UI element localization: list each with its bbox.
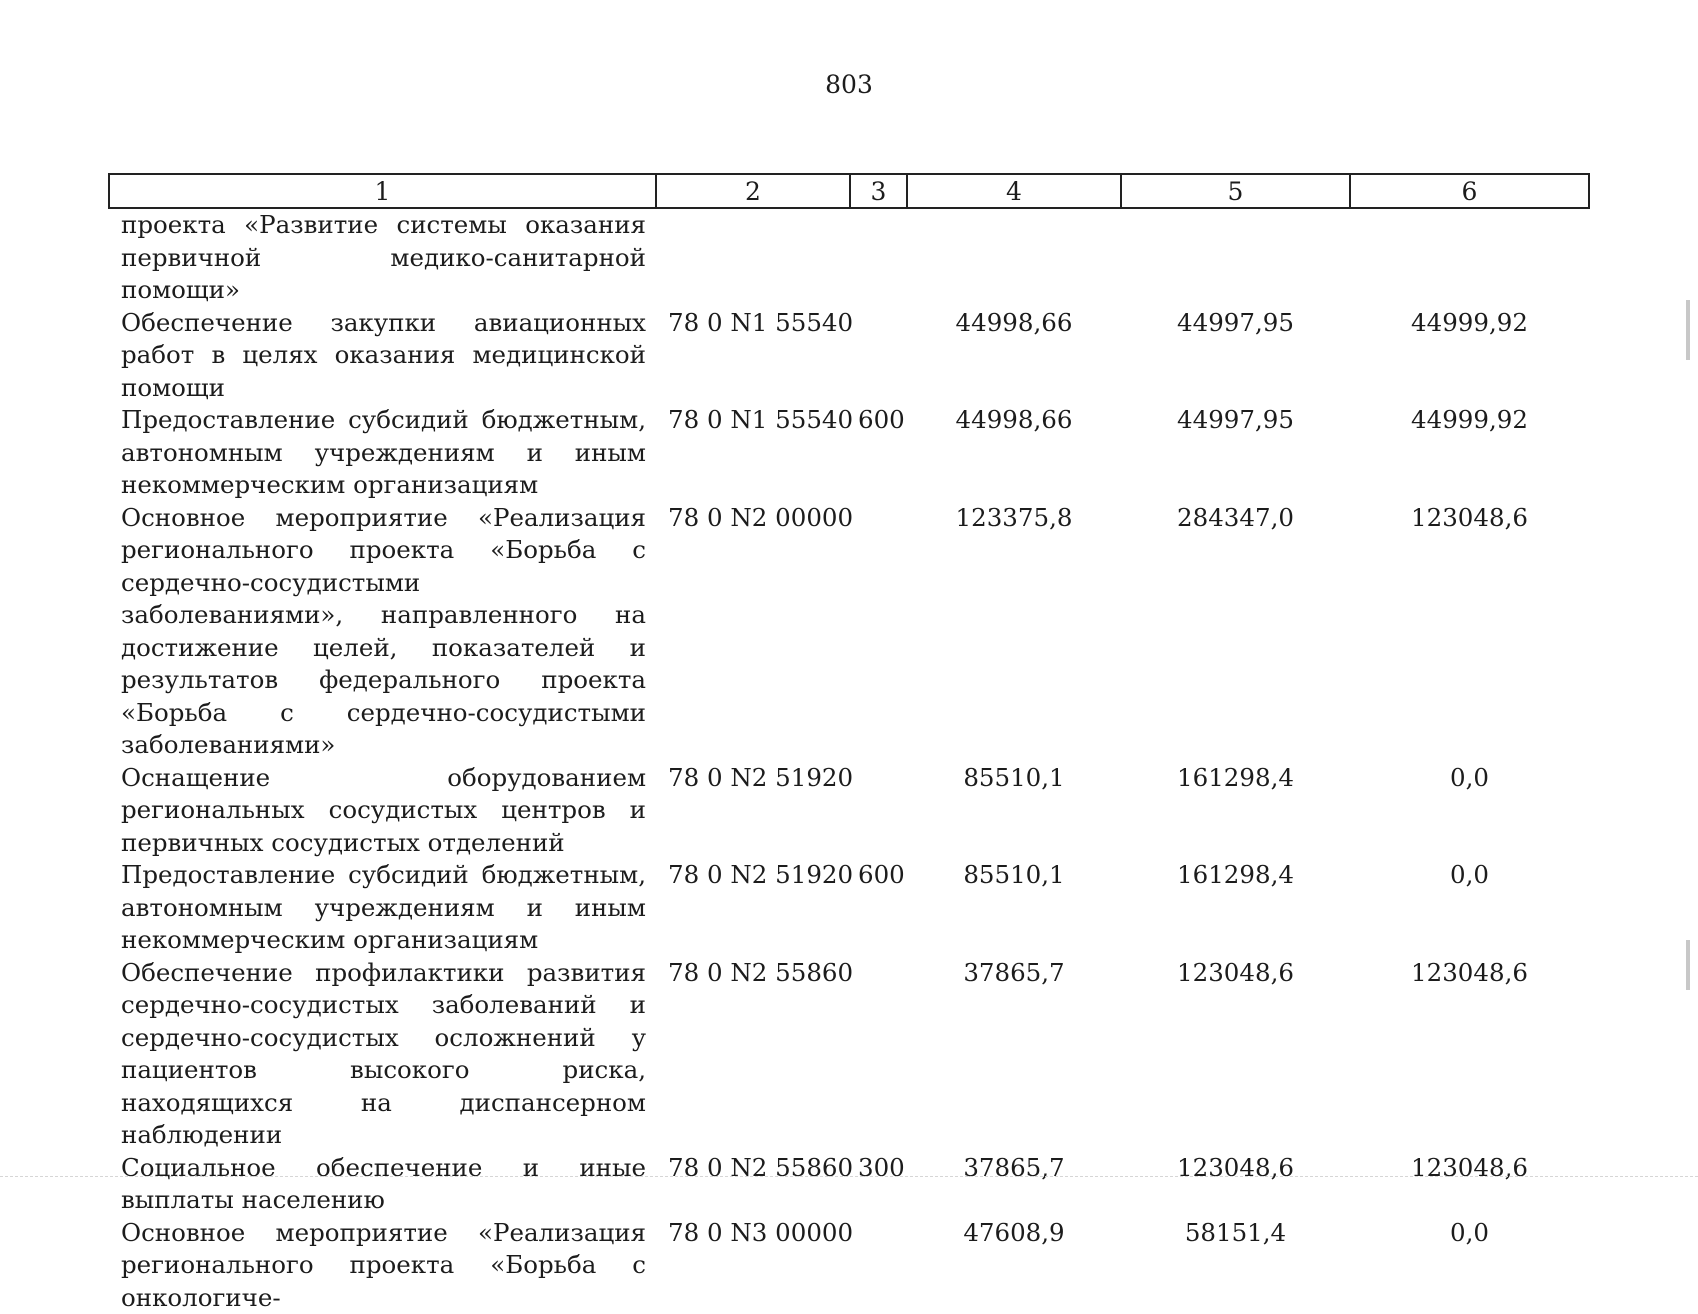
column-header-3: 3 [850, 174, 907, 208]
row-value-col4: 47608,9 [907, 1217, 1121, 1314]
table-row [109, 208, 1589, 307]
row-expense-type [850, 307, 907, 405]
row-expense-type [850, 762, 907, 860]
row-value-col6: 0,0 [1350, 859, 1589, 957]
row-value-col5: 161298,4 [1121, 859, 1350, 957]
row-expense-type: 600 [850, 859, 907, 957]
row-value-col5: 44997,95 [1121, 404, 1350, 502]
column-header-4: 4 [907, 174, 1121, 208]
row-expense-type: 600 [850, 404, 907, 502]
column-header-6: 6 [1350, 174, 1589, 208]
row-value-col4: 85510,1 [907, 762, 1121, 860]
row-expense-type [850, 502, 907, 762]
row-code: 78 0 N1 55540 [656, 404, 850, 502]
row-code: 78 0 N2 51920 [656, 859, 850, 957]
budget-table [108, 173, 1590, 1314]
row-description: Социальное обеспечение и иные выплаты населению [109, 1152, 656, 1217]
table-row [109, 307, 1589, 405]
row-expense-type: 300 [850, 1152, 907, 1217]
row-description: Оснащение оборудованием региональных сосудистых центров и первичных сосудистых отделений [109, 762, 656, 860]
row-value-col5: 161298,4 [1121, 762, 1350, 860]
row-value-col4: 44998,66 [907, 404, 1121, 502]
row-description: Основное мероприятие «Реализация регионального проекта «Борьба с сердечно-сосудистыми заболеваниями», направленного на достижение целей, показателей и результатов федерального проекта «Борьба с сердечно-сосудистыми заболеваниями» [109, 502, 656, 762]
row-value-col5: 58151,4 [1121, 1217, 1350, 1314]
row-value-col6: 123048,6 [1350, 502, 1589, 762]
row-value-col5: 284347,0 [1121, 502, 1350, 762]
column-header-1: 1 [109, 174, 656, 208]
page-number: 803 [0, 72, 1698, 97]
row-description: проекта «Развитие системы оказания первичной медико-санитарной помощи» [109, 208, 656, 307]
row-expense-type [850, 1217, 907, 1314]
row-value-col4: 123375,8 [907, 502, 1121, 762]
table-row [109, 1152, 1589, 1217]
row-value-col4 [907, 208, 1121, 307]
row-value-col6 [1350, 208, 1589, 307]
row-description: Основное мероприятие «Реализация регионального проекта «Борьба с онкологиче- [109, 1217, 656, 1314]
table-row [109, 859, 1589, 957]
row-value-col6: 123048,6 [1350, 957, 1589, 1152]
row-description: Предоставление субсидий бюджетным, автономным учреждениям и иным некоммерческим организациям [109, 404, 656, 502]
row-code: 78 0 N3 00000 [656, 1217, 850, 1314]
table-row [109, 404, 1589, 502]
row-value-col4: 37865,7 [907, 957, 1121, 1152]
row-value-col5: 123048,6 [1121, 1152, 1350, 1217]
table-body [109, 208, 1589, 1314]
row-value-col4: 85510,1 [907, 859, 1121, 957]
table-row [109, 502, 1589, 762]
row-value-col6: 44999,92 [1350, 404, 1589, 502]
column-header-5: 5 [1121, 174, 1350, 208]
row-code: 78 0 N1 55540 [656, 307, 850, 405]
row-value-col6: 123048,6 [1350, 1152, 1589, 1217]
row-expense-type [850, 208, 907, 307]
row-description: Обеспечение профилактики развития сердечно-сосудистых заболеваний и сердечно-сосудистых осложнений у пациентов высокого риска, находящихся на диспансерном наблюдении [109, 957, 656, 1152]
table-row [109, 957, 1589, 1152]
row-code: 78 0 N2 00000 [656, 502, 850, 762]
row-description: Предоставление субсидий бюджетным, автономным учреждениям и иным некоммерческим организациям [109, 859, 656, 957]
table-header [109, 174, 1589, 208]
row-value-col6: 0,0 [1350, 762, 1589, 860]
row-value-col6: 0,0 [1350, 1217, 1589, 1314]
column-header-2: 2 [656, 174, 850, 208]
row-value-col4: 37865,7 [907, 1152, 1121, 1217]
table-row [109, 1217, 1589, 1314]
row-code [656, 208, 850, 307]
row-value-col6: 44999,92 [1350, 307, 1589, 405]
row-code: 78 0 N2 55860 [656, 1152, 850, 1217]
row-code: 78 0 N2 51920 [656, 762, 850, 860]
scan-edge-mark [1686, 300, 1690, 360]
row-value-col4: 44998,66 [907, 307, 1121, 405]
table-row [109, 762, 1589, 860]
row-code: 78 0 N2 55860 [656, 957, 850, 1152]
row-description: Обеспечение закупки авиационных работ в целях оказания медицинской помощи [109, 307, 656, 405]
scan-edge-mark [1686, 940, 1690, 990]
row-value-col5 [1121, 208, 1350, 307]
row-value-col5: 44997,95 [1121, 307, 1350, 405]
scan-edge-line [0, 1176, 1698, 1179]
row-expense-type [850, 957, 907, 1152]
header-row [109, 174, 1589, 208]
row-value-col5: 123048,6 [1121, 957, 1350, 1152]
